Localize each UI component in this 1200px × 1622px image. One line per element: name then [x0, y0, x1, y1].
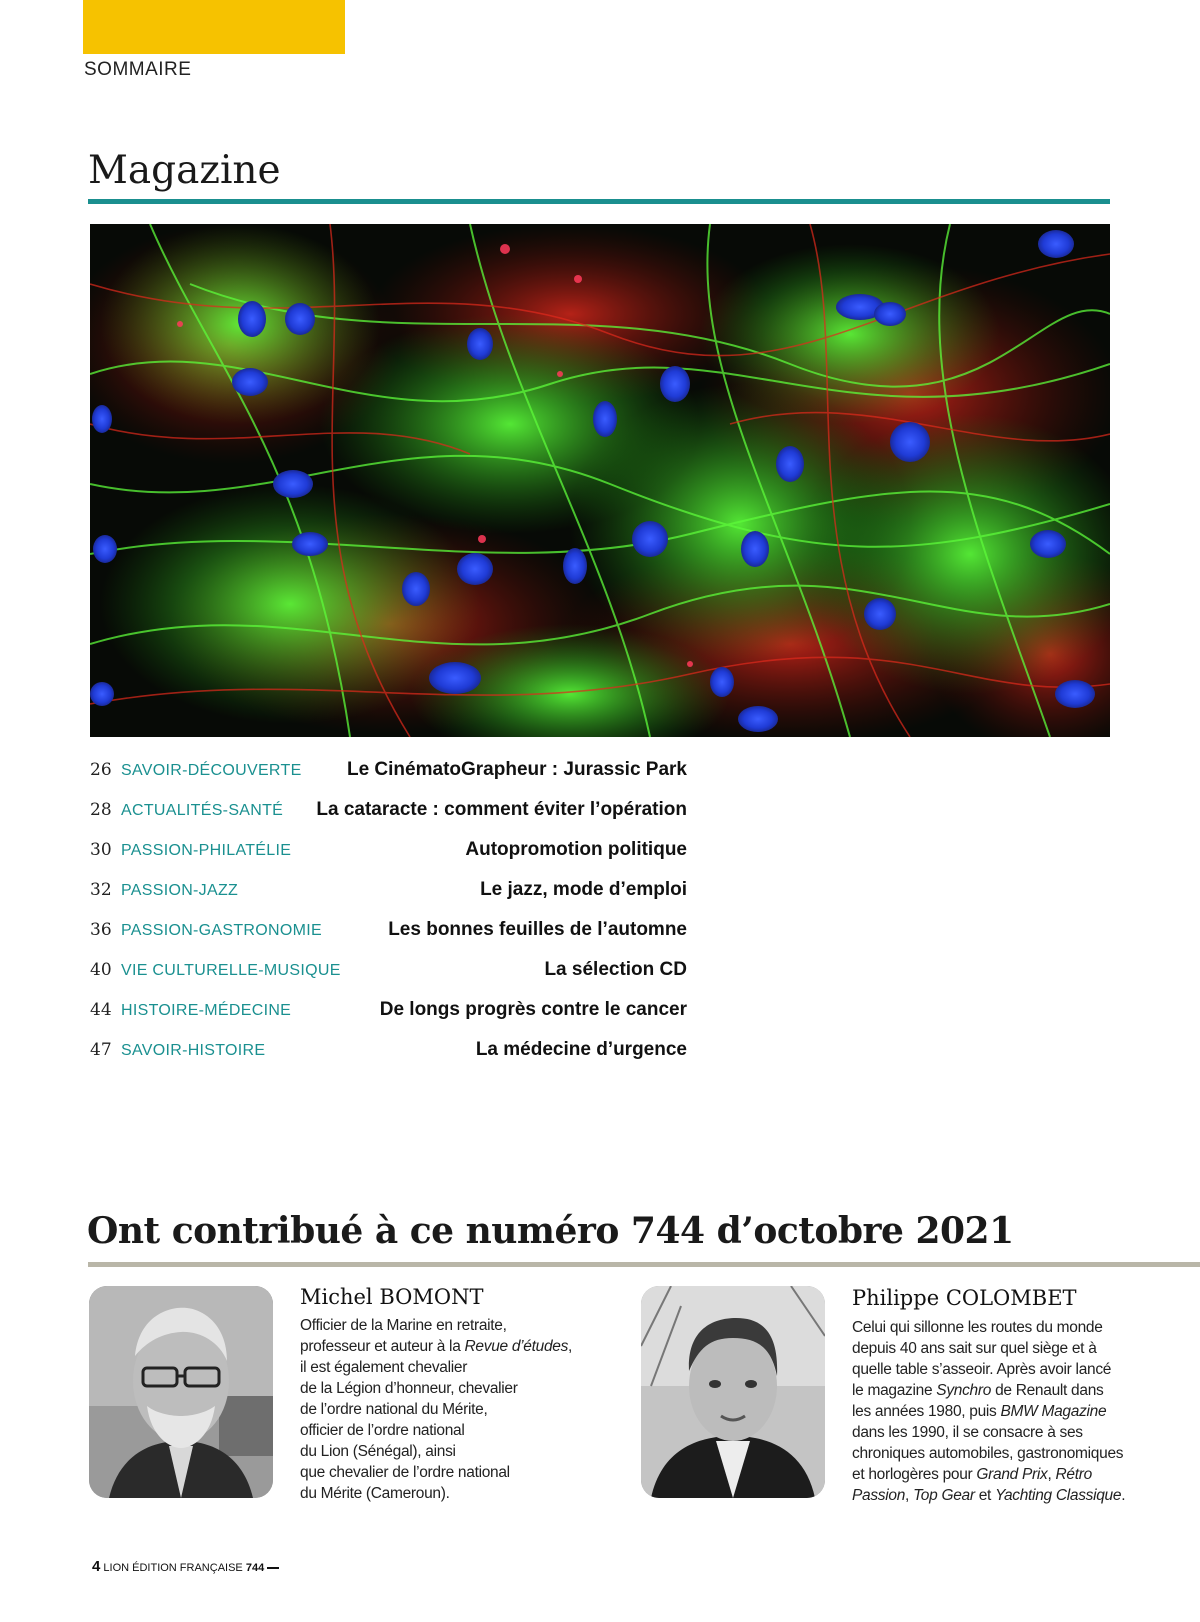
bio-italic-title: Grand Prix — [976, 1466, 1048, 1483]
page-footer — [92, 1558, 279, 1575]
bio-line: de l’ordre national du Mérite, — [300, 1401, 488, 1418]
contributor-bio-2 — [852, 1317, 1125, 1506]
toc-rubric: HISTOIRE-MÉDECINE — [121, 1002, 292, 1019]
toc-article-title[interactable]: Autopromotion politique — [465, 839, 687, 860]
portrait-philippe-colombet — [641, 1286, 825, 1498]
toc-row[interactable] — [90, 996, 690, 1036]
footer-issue: 744 — [245, 1562, 265, 1574]
toc-article-title[interactable]: La cataracte : comment éviter l’opération — [316, 799, 687, 820]
contributor-name-1: Michel BOMONT — [300, 1285, 484, 1309]
contributor-name-2: Philippe COLOMBET — [852, 1286, 1077, 1310]
footer-publication: LION ÉDITION FRANÇAISE — [103, 1562, 243, 1574]
toc-rubric: SAVOIR-HISTOIRE — [121, 1042, 266, 1059]
toc-page-number: 32 — [90, 880, 112, 900]
toc-rubric: PASSION-JAZZ — [121, 882, 239, 899]
toc-rubric: PASSION-PHILATÉLIE — [121, 842, 292, 859]
title-divider — [88, 199, 1110, 204]
toc-page-number: 30 — [90, 840, 112, 860]
bio-line: que chevalier de l’ordre national — [300, 1464, 510, 1481]
toc-article-title[interactable]: La médecine d’urgence — [475, 1039, 687, 1060]
contributor-bio-1 — [300, 1315, 572, 1504]
toc-page-number: 40 — [90, 960, 112, 980]
bio-line: les années 1980, puis BMW Magazine — [852, 1403, 1107, 1420]
toc-rubric: ACTUALITÉS-SANTÉ — [121, 802, 284, 819]
toc-article-title[interactable]: La sélection CD — [544, 959, 687, 980]
bio-italic-title: Rétro — [1055, 1466, 1092, 1483]
bio-line: et horlogères pour Grand Prix, Rétro — [852, 1466, 1092, 1483]
toc-row[interactable] — [90, 1036, 690, 1076]
bio-italic-title: Yachting Classique — [995, 1487, 1122, 1504]
bio-italic-title: Passion — [852, 1487, 906, 1504]
toc-page-number: 36 — [90, 920, 112, 940]
bio-line: dans les 1990, il se consacre à ses — [852, 1424, 1083, 1441]
bio-line: du Mérite (Cameroun). — [300, 1485, 450, 1502]
bio-italic-title: BMW Magazine — [1000, 1403, 1107, 1420]
magazine-title: Magazine — [88, 148, 281, 193]
section-label: SOMMAIRE — [84, 59, 192, 80]
bio-line: du Lion (Sénégal), ainsi — [300, 1443, 456, 1460]
toc-row[interactable] — [90, 916, 690, 956]
toc-article-title[interactable]: Les bonnes feuilles de l’automne — [388, 919, 687, 940]
bio-line: officier de l’ordre national — [300, 1422, 465, 1439]
bio-line: Celui qui sillonne les routes du monde — [852, 1319, 1103, 1336]
bio-italic-title: Synchro — [936, 1382, 992, 1399]
bio-italic-title: Top Gear — [913, 1487, 975, 1504]
toc-row[interactable] — [90, 796, 690, 836]
bio-line: le magazine Synchro de Renault dans — [852, 1382, 1104, 1399]
toc-article-title[interactable]: De longs progrès contre le cancer — [379, 999, 687, 1020]
contributors-divider — [88, 1262, 1200, 1267]
toc-row[interactable] — [90, 956, 690, 996]
header-color-bar — [83, 0, 345, 54]
bio-line: chroniques automobiles, gastronomiques — [852, 1445, 1124, 1462]
bio-line: professeur et auteur à la Revue d’études, — [300, 1338, 573, 1355]
bio-line: quelle table s’asseoir. Après avoir lancé — [852, 1361, 1112, 1378]
bio-line: Officier de la Marine en retraite, — [300, 1317, 507, 1334]
bio-line: Passion, Top Gear et Yachting Classique. — [852, 1487, 1126, 1504]
footer-page-number: 4 — [92, 1558, 101, 1575]
toc-page-number: 26 — [90, 760, 112, 780]
toc-row[interactable] — [90, 756, 690, 796]
microscopy-photo — [90, 224, 1110, 737]
bio-line: de la Légion d’honneur, chevalier — [300, 1380, 518, 1397]
toc-article-title[interactable]: Le jazz, mode d’emploi — [480, 879, 687, 900]
footer-dash — [267, 1567, 279, 1569]
toc-page-number: 28 — [90, 800, 112, 820]
cell-image-svg — [90, 224, 1110, 737]
toc-article-title[interactable]: Le CinématoGrapheur : Jurassic Park — [346, 759, 687, 780]
table-of-contents — [90, 756, 690, 1076]
bio-line: depuis 40 ans sait sur quel siège et à — [852, 1340, 1097, 1357]
bio-line: il est également chevalier — [300, 1359, 468, 1376]
bio-italic-title: Revue d’études — [464, 1338, 569, 1355]
toc-rubric: SAVOIR-DÉCOUVERTE — [121, 762, 302, 779]
toc-page-number: 44 — [90, 1000, 112, 1020]
contributors-heading: Ont contribué à ce numéro 744 d’octobre 2021 — [87, 1210, 1014, 1252]
toc-row[interactable] — [90, 876, 690, 916]
toc-row[interactable] — [90, 836, 690, 876]
toc-page-number: 47 — [90, 1040, 112, 1060]
toc-rubric: VIE CULTURELLE-MUSIQUE — [121, 962, 341, 979]
portrait-michel-bomont — [89, 1286, 273, 1498]
toc-rubric: PASSION-GASTRONOMIE — [121, 922, 322, 939]
